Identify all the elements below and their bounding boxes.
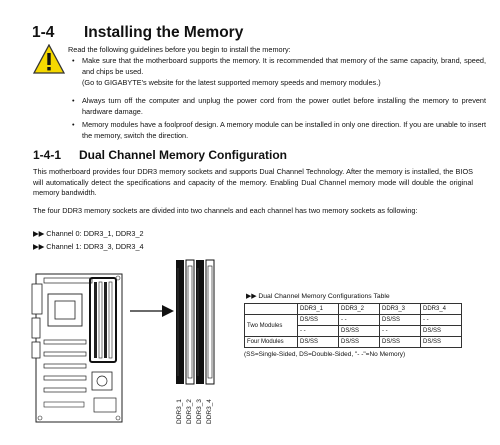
- slot-label: DDR3_1: [176, 399, 183, 424]
- subsection-heading: [33, 148, 287, 162]
- table-note: (SS=Single-Sided, DS=Double-Sided, "- -"=No Memory): [244, 351, 406, 358]
- motherboard-diagram: [30, 268, 130, 428]
- table-cell: DS/SS: [339, 337, 380, 348]
- table-cell: - -: [421, 315, 462, 326]
- slot-label: DDR3_2: [186, 399, 193, 424]
- channel-item: ▶▶ Channel 1: DDR3_3, DDR3_4: [33, 242, 144, 251]
- slot-label: DDR3_4: [206, 399, 213, 424]
- memory-slots-diagram: [174, 258, 218, 388]
- table-title: ▶▶ Dual Channel Memory Configurations Table: [246, 293, 390, 300]
- table-cell: DS/SS: [298, 315, 339, 326]
- double-arrow-icon: ▶▶: [246, 293, 257, 300]
- double-arrow-icon: ▶▶: [33, 229, 45, 238]
- table-row: [245, 315, 462, 326]
- bullet-text: Memory modules have a foolproof design. A memory module can be installed in only one direction. If you are unable to insert the memory, switch the direction.: [82, 120, 486, 140]
- table-cell: DS/SS: [421, 337, 462, 348]
- table-header-cell: DDR3_2: [339, 304, 380, 315]
- table-header-row: [245, 304, 462, 315]
- section-title: Installing the Memory: [84, 24, 244, 41]
- table-header-cell: [245, 304, 298, 315]
- table-header-cell: DDR3_3: [380, 304, 421, 315]
- subsection-title: Dual Channel Memory Configuration: [79, 148, 288, 162]
- table-cell: DS/SS: [380, 315, 421, 326]
- table-cell: DS/SS: [298, 337, 339, 348]
- subsection-number: 1-4-1: [33, 148, 62, 162]
- table-cell: Four Modules: [245, 337, 298, 348]
- config-table: [244, 303, 462, 348]
- arrow-right-icon: [130, 304, 174, 318]
- bullet-text: Make sure that the motherboard supports the memory. It is recommended that memory of the same capacity, brand, speed, and chips be used.: [82, 56, 486, 76]
- memory-slot: [186, 260, 194, 384]
- bullet-text: Always turn off the computer and unplug the power cord from the power outlet before installing the memory to prevent hardware damage.: [82, 96, 486, 116]
- slot-label: DDR3_3: [196, 399, 203, 424]
- memory-slot: [176, 260, 184, 384]
- section-number: 1-4: [32, 24, 55, 41]
- intro-text: Read the following guidelines before you begin to install the memory:: [68, 45, 291, 54]
- section-heading: [32, 24, 243, 42]
- table-row: [245, 337, 462, 348]
- paragraph: The four DDR3 memory sockets are divided into two channels and each channel has two memory sockets as following:: [33, 206, 418, 215]
- table-cell: DS/SS: [339, 326, 380, 337]
- table-cell: - -: [298, 326, 339, 337]
- table-cell: - -: [339, 315, 380, 326]
- paragraph: This motherboard provides four DDR3 memory sockets and supports Dual Channel Technology. After the memory is installed, the BIOS will automatically detect the specifications and capacity of the memory. Enabling Dual Channel memory mode will double the original memory bandwidth.: [33, 167, 473, 198]
- table-cell: Two Modules: [245, 315, 298, 337]
- bullet-text: (Go to GIGABYTE's website for the latest supported memory speeds and memory modules.): [82, 78, 381, 87]
- table-header-cell: DDR3_1: [298, 304, 339, 315]
- memory-slot: [196, 260, 204, 384]
- channel-item: ▶▶ Channel 0: DDR3_1, DDR3_2: [33, 229, 144, 238]
- table-header-cell: DDR3_4: [421, 304, 462, 315]
- double-arrow-icon: ▶▶: [33, 242, 45, 251]
- table-cell: DS/SS: [421, 326, 462, 337]
- warning-icon: [33, 44, 65, 74]
- memory-slot: [206, 260, 214, 384]
- table-cell: DS/SS: [380, 337, 421, 348]
- table-cell: - -: [380, 326, 421, 337]
